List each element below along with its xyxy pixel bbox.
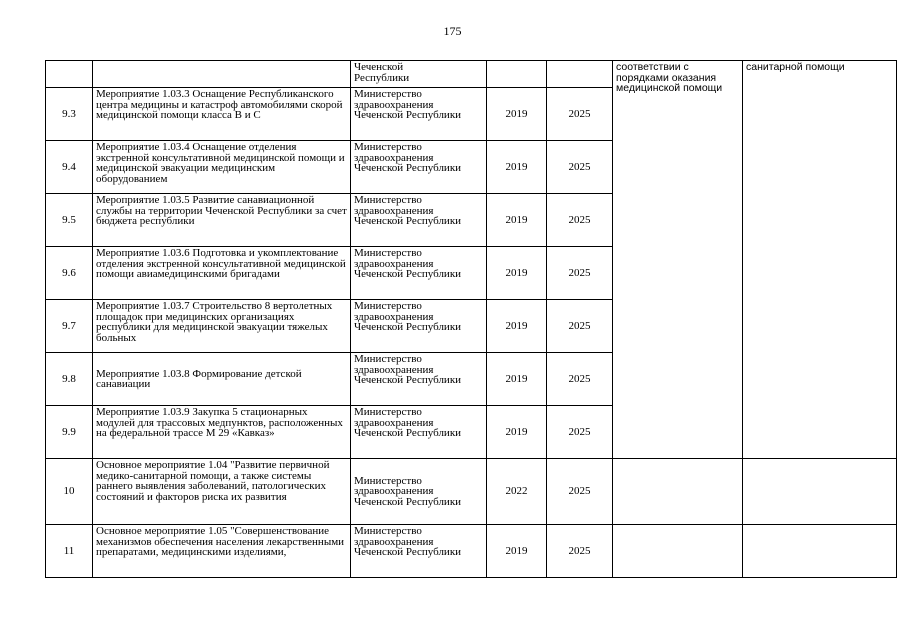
cell-start bbox=[487, 61, 547, 88]
row-end-year: 2025 bbox=[547, 525, 613, 578]
row-name: Мероприятие 1.03.7 Строительство 8 вертолетных площадок при медицинских организациях республики для медицинской эвакуации тяжелых больных bbox=[93, 300, 351, 353]
row-org: Министерство здравоохранения Чеченской Республики bbox=[351, 141, 487, 194]
row-org: Министерство здравоохранения Чеченской Республики bbox=[351, 406, 487, 459]
table-row bbox=[46, 525, 897, 578]
row-number: 9.7 bbox=[46, 300, 93, 353]
row-name: Мероприятие 1.03.4 Оснащение отделения экстренной консультативной медицинской помощи и медицинской эвакуации медицинским оборудованием bbox=[93, 141, 351, 194]
row-end-year: 2025 bbox=[547, 88, 613, 141]
row-org: Министерство здравоохранения Чеченской Республики bbox=[351, 525, 487, 578]
row-name: Мероприятие 1.03.8 Формирование детской санавиации bbox=[93, 353, 351, 406]
row-number: 10 bbox=[46, 459, 93, 525]
row-name: Основное мероприятие 1.04 "Развитие первичной медико-санитарной помощи, а также системы раннего выявления заболеваний, патологических состояний и факторов риска их развития bbox=[93, 459, 351, 525]
row-number: 9.9 bbox=[46, 406, 93, 459]
row-start-year: 2019 bbox=[487, 247, 547, 300]
cell-name bbox=[93, 61, 351, 88]
row-org: Министерство здравоохранения Чеченской Республики bbox=[351, 247, 487, 300]
row-indicator bbox=[743, 525, 897, 578]
row-name: Мероприятие 1.03.3 Оснащение Республиканского центра медицины и катастроф автомобилями скорой медицинской помощи класса В и С bbox=[93, 88, 351, 141]
row-number: 9.5 bbox=[46, 194, 93, 247]
row-name: Мероприятие 1.03.6 Подготовка и укомплектование отделения экстренной консультативной медицинской помощи авиамедицинскими бригадами bbox=[93, 247, 351, 300]
row-end-year: 2025 bbox=[547, 194, 613, 247]
row-indicator bbox=[743, 459, 897, 525]
row-name: Мероприятие 1.03.5 Развитие санавиационной службы на территории Чеченской Республики за счет бюджета республики bbox=[93, 194, 351, 247]
row-name: Основное мероприятие 1.05 "Совершенствование механизмов обеспечения населения лекарственными препаратами, медицинскими изделиями, bbox=[93, 525, 351, 578]
row-number: 9.3 bbox=[46, 88, 93, 141]
row-number: 9.6 bbox=[46, 247, 93, 300]
cell-org: Чеченской Республики bbox=[351, 61, 487, 88]
row-number: 9.4 bbox=[46, 141, 93, 194]
row-end-year: 2025 bbox=[547, 300, 613, 353]
cell-result: соответствии с порядками оказания медицинской помощи bbox=[613, 61, 743, 459]
page-number: 175 bbox=[443, 24, 462, 38]
cell-num bbox=[46, 61, 93, 88]
measures-table bbox=[45, 60, 897, 578]
row-end-year: 2025 bbox=[547, 406, 613, 459]
row-start-year: 2019 bbox=[487, 353, 547, 406]
row-end-year: 2025 bbox=[547, 141, 613, 194]
cell-indicator: санитарной помощи bbox=[743, 61, 897, 459]
row-org: Министерство здравоохранения Чеченской Республики bbox=[351, 459, 487, 525]
continuation-row bbox=[46, 61, 897, 88]
row-number: 9.8 bbox=[46, 353, 93, 406]
row-start-year: 2022 bbox=[487, 459, 547, 525]
row-result bbox=[613, 525, 743, 578]
row-end-year: 2025 bbox=[547, 353, 613, 406]
row-org: Министерство здравоохранения Чеченской Республики bbox=[351, 194, 487, 247]
row-start-year: 2019 bbox=[487, 406, 547, 459]
row-start-year: 2019 bbox=[487, 300, 547, 353]
row-result bbox=[613, 459, 743, 525]
row-start-year: 2019 bbox=[487, 141, 547, 194]
row-end-year: 2025 bbox=[547, 459, 613, 525]
row-name: Мероприятие 1.03.9 Закупка 5 стационарных модулей для трассовых медпунктов, расположенных на федеральной трассе М 29 «Кавказ» bbox=[93, 406, 351, 459]
row-start-year: 2019 bbox=[487, 88, 547, 141]
table-row bbox=[46, 459, 897, 525]
row-number: 11 bbox=[46, 525, 93, 578]
row-org: Министерство здравоохранения Чеченской Республики bbox=[351, 300, 487, 353]
cell-end bbox=[547, 61, 613, 88]
row-org: Министерство здравоохранения Чеченской Республики bbox=[351, 88, 487, 141]
row-start-year: 2019 bbox=[487, 525, 547, 578]
row-org: Министерство здравоохранения Чеченской Республики bbox=[351, 353, 487, 406]
row-start-year: 2019 bbox=[487, 194, 547, 247]
row-end-year: 2025 bbox=[547, 247, 613, 300]
